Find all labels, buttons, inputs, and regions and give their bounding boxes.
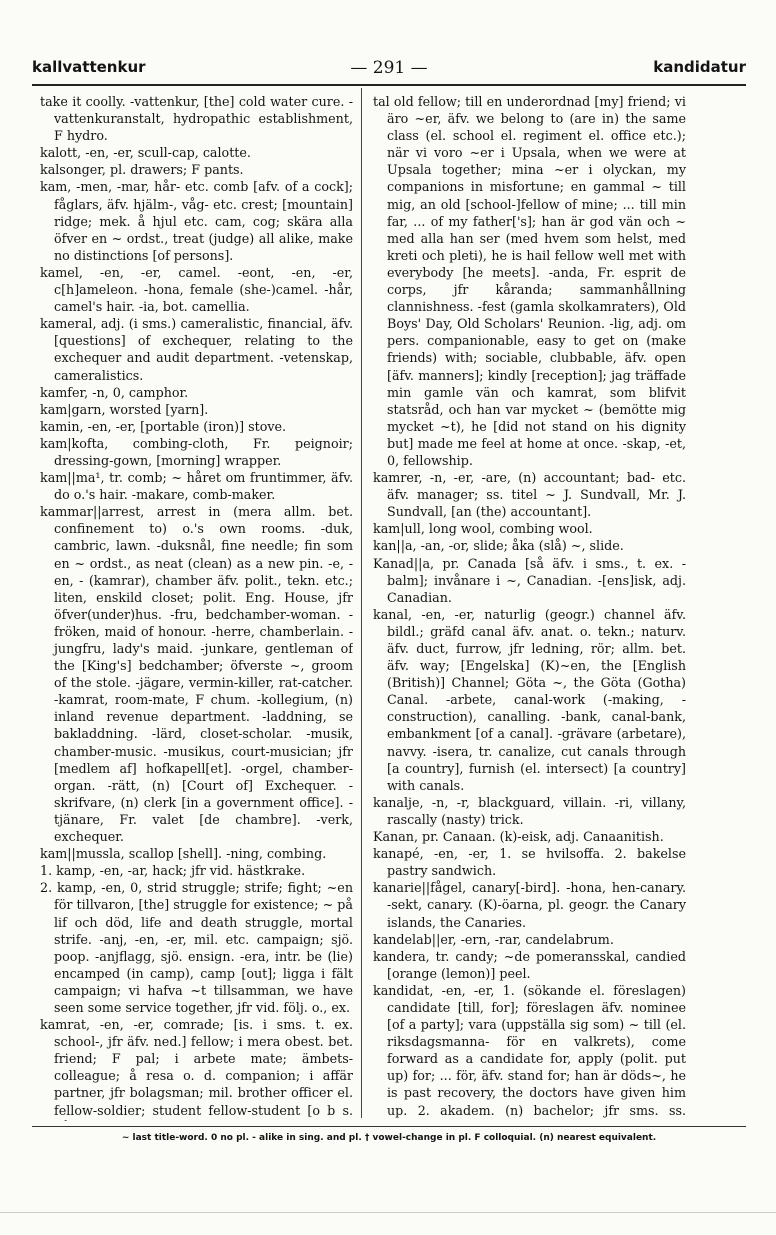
dictionary-entry: kalsonger, pl. drawers; F pants. <box>40 162 244 178</box>
column-divider <box>361 88 362 1118</box>
dictionary-entry: Kanan, pr. Canaan. (k)-eisk, adj. Canaanitish. <box>373 829 664 845</box>
dictionary-entry: kam||ma¹, tr. comb; ~ håret om fruntimmer, äfv. do o.'s hair. -makare, comb-maker. <box>40 470 353 503</box>
dictionary-entry: kanarie||fågel, canary[-bird]. -hona, hen-canary. -sekt, canary. (K)-öarna, pl. geogr. the Canary islands, the Canaries. <box>373 880 686 930</box>
page-edge-rule <box>0 1212 776 1213</box>
dictionary-entry: kamrer, -n, -er, -are, (n) accountant; bad- etc. äfv. manager; ss. titel ~ J. Sundvall, Mr. J. Sundvall, [an (the) accountant]. <box>373 470 686 520</box>
dictionary-entry: kandidat, -en, -er, 1. (sökande el. föreslagen) candidate [till, for]; föreslagen äfv. nominee [of a party]; vara (uppställa sig som) ~ till (el. riksdagsmanna- för en valkrets), come forward as a candidate for, apply (polit. put up) for; ... för, äfv. stand for; han är döds~, he is past recovery, the doctors have given him up. 2. akadem. (n) bachelor; jfr sms. ss. <box>373 982 686 1118</box>
right-column <box>373 93 686 1121</box>
dictionary-entry: kameral, adj. (i sms.) cameralistic, financial, äfv. [questions] of exchequer, relating to the exchequer and audit department. -vetenskap, cameralistics. <box>40 316 353 383</box>
left-column <box>40 93 353 1121</box>
dictionary-entry: kandelab||er, -ern, -rar, candelabrum. <box>373 931 614 947</box>
dictionary-entry: kamrat, -en, -er, comrade; [is. i sms. t. ex. school-, jfr äfv. ned.] fellow; i mera obest. bet. friend; F pal; i arbete mate; ämbets- colleague; å resa o. d. companion; i affär partner, jfr bolagsman; mil. brother officer el. fellow-soldier; student fellow-student [o b s. <box>40 1017 353 1118</box>
dictionary-entry: kammar||arrest, arrest in (mera allm. bet. confinement to) o.'s own rooms. -duk, cambric, lawn. -duksnål, fine needle; fin som en ~ ordst., as neat (clean) as a new pin. -e, -en, - (kamrar), chamber äfv. polit., tekn. etc.; liten, enskild closet; polit. Eng. House, jfr öfver(under)hus. -fru, bedchamber-woman. -fröken, maid of honour. -herre, chamberlain. -jungfru, lady's maid. -junkare, gentleman of the [King's] bedchamber; öfverste ~, groom of the stole. -jägare, vermin-killer, rat-catcher. -kamrat, room-mate, F chum. -kollegium, (n) inland revenue department. -laddning, se bakladdning. -lärd, closet-scholar. -musik, chamber-music. -musikus, court-musician; jfr [medlem af] hofkapell[et]. -orgel, chamber-organ. -rätt, (n) [Court of] Exchequer. -skrifvare, (n) clerk [in a government office]. -tjänare, Fr. valet [de chambre]. -verk, exchequer. <box>40 504 353 845</box>
dictionary-entry: kamfer, -n, 0, camphor. <box>40 384 189 400</box>
dictionary-entry: 2. kamp, -en, 0, strid struggle; strife; fight; ~en för tillvaron, [the] struggle for existence; ~ på lif och död, life and death struggle, mortal strife. -anj, -en, -er, mil. etc. campaign; sjö. poop. -anjflagg, sjö. ensign. -era, intr. be (lie) encamped (in camp), camp [out]; ligga i fält campaign; vi hafva ~t tillsamman, we have seen some service together, jfr vid. följ. o., ex. <box>40 880 353 1015</box>
dictionary-entry: kam|ull, long wool, combing wool. <box>373 521 593 537</box>
dictionary-entry: kanapé, -en, -er, 1. se hvilsoffa. 2. bakelse pastry sandwich. <box>373 846 686 879</box>
dictionary-entry: kandera, tr. candy; ~de pomeransskal, candied [orange (lemon)] peel. <box>373 948 686 981</box>
page-header <box>32 58 746 84</box>
dictionary-entry: take it coolly. -vattenkur, [the] cold water cure. -vattenkuranstalt, hydropathic establishment, F hydro. <box>40 94 353 144</box>
dictionary-entry: kanal, -en, -er, naturlig (geogr.) channel äfv. bildl.; gräfd canal äfv. anat. o. tekn.; naturv. äfv. duct, furrow, jfr ledning, rör; allm. bet. äfv. way; [Engelska] (K)~en, the [English (British)] Channel; Göta ~, the Göta (Gotha) Canal. -arbete, canal-work (-making, -construction), canalling. -bank, canal-bank, embankment [of a canal]. -grävare (arbetare), navvy. -isera, tr. canalize, cut canals through [a country], furnish (el. intersect) [a country] with canals. <box>373 606 686 793</box>
page-number: — 291 — <box>350 58 428 78</box>
header-rule <box>32 84 746 86</box>
header-right-word: kandidatur <box>653 58 746 76</box>
dictionary-entry: kan||a, -an, -or, slide; åka (slå) ~, slide. <box>373 538 624 554</box>
dictionary-entry: kamel, -en, -er, camel. -eont, -en, -er, c[h]ameleon. -hona, female (she-)camel. -hår, camel's hair. -ia, bot. camellia. <box>40 264 353 315</box>
dictionary-entry: Kanad||a, pr. Canada [så äfv. i sms., t. ex. -balm]; invånare i ~, Canadian. -[ens]isk, adj. Canadian. <box>373 555 686 605</box>
dictionary-entry: kam||mussla, scallop [shell]. -ning, combing. <box>40 846 327 862</box>
dictionary-entry: kam|kofta, combing-cloth, Fr. peignoir; dressing-gown, [morning] wrapper. <box>40 435 353 468</box>
abbreviation-legend: ~ last title-word. 0 no pl. - alike in sing. and pl. † vowel-change in pl. F colloquial. (n) nearest equivalent. <box>121 1133 657 1143</box>
dictionary-entry: tal old fellow; till en underordnad [my] friend; vi äro ~er, äfv. we belong to (are in) the same class (el. school el. regiment el. office etc.); när vi voro ~er i Upsala, when we were at Upsala together; mina ~er i olyckan, my companions in misfortune; en gammal ~ till mig, an old [school-]fellow of mine; ... till min far, ... of my father['s]; han är god vän och ~ med alla han ser (med hvem som helst, med kreti och pleti), he is hail fellow well met with everybody [he meets]. -anda, Fr. esprit de corps, jfr kåranda; sammanhållning clannishness. -fest (gamla skolkamraters), Old Boys' Day, Old Scholars' Reunion. -lig, adj. om pers. companionable, easy to get on (make friends) with; sociable, clubbable, äfv. open [äfv. manners]; kindly [reception]; jag träffade min gamle vän och kamrat, som blifvit statsråd, och han var mycket ~ (bemötte mig mycket ~t), he [did not stand on his dignity but] made me feel at home at once. -skap, -et, 0, fellowship. <box>373 94 686 468</box>
dictionary-entry: 1. kamp, -en, -ar, hack; jfr vid. hästkrake. <box>40 863 306 879</box>
dictionary-entry: kamin, -en, -er, [portable (iron)] stove. <box>40 418 287 434</box>
dictionary-entry: kam, -men, -mar, hår- etc. comb [afv. of a cock]; fåglars, äfv. hjälm-, våg- etc. crest; [mountain] ridge; mek. å hjul etc. cam, cog; skära alla öfver en ~ ordst., treat (judge) all alike, make no distinctions [of persons]. <box>40 179 353 263</box>
footer-rule <box>32 1126 746 1127</box>
dictionary-entry: kam|garn, worsted [yarn]. <box>40 401 209 417</box>
header-left-word: kallvattenkur <box>32 58 146 76</box>
dictionary-entry: kanalje, -n, -r, blackguard, villain. -ri, villany, rascally (nasty) trick. <box>373 794 686 827</box>
dictionary-entry: kalott, -en, -er, scull-cap, calotte. <box>40 145 251 161</box>
